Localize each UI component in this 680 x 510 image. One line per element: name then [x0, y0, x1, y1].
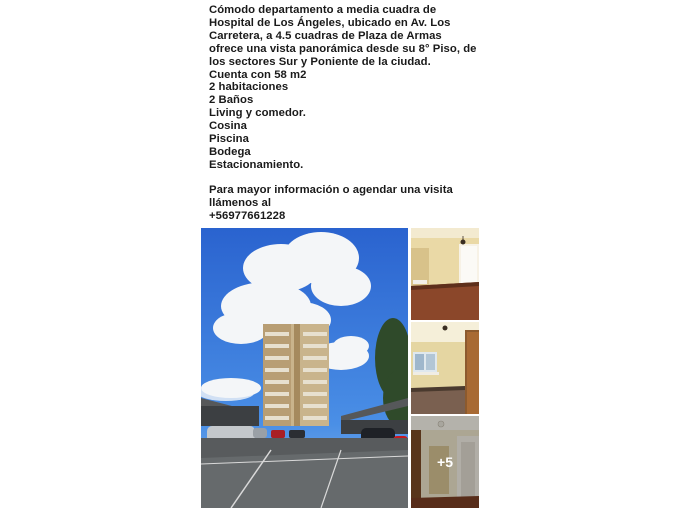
post-line: Cómodo departamento a media cuadra de: [209, 4, 437, 16]
room-window-photo[interactable]: [411, 322, 479, 414]
post-line: Cuenta con 58 m2: [209, 68, 307, 81]
post-line: Estacionamiento.: [209, 158, 304, 171]
post-line: Hospital de Los Ángeles, ubicado en Av. Los: [209, 16, 451, 29]
photo-gallery: [201, 228, 479, 508]
hallway-photo[interactable]: [411, 416, 479, 508]
contact-line: Para mayor información o agendar una visita: [209, 183, 453, 196]
post-text: [209, 4, 479, 223]
post-line: 2 Baños: [209, 94, 254, 107]
phone-number[interactable]: +56977661228: [209, 209, 286, 222]
post-line: Carretera, a 4.5 cuadras de Plaza de Armas: [209, 29, 442, 42]
more-photos-count[interactable]: +5: [411, 416, 479, 508]
post-line: los sectores Sur y Poniente de la ciudad.: [209, 55, 431, 68]
post-line: Piscina: [209, 133, 249, 146]
building-exterior-photo[interactable]: [201, 228, 408, 508]
paragraph-gap: [209, 172, 479, 184]
post-line: Living y comedor.: [209, 107, 306, 120]
post-line: Bodega: [209, 145, 251, 158]
post-line: 2 habitaciones: [209, 81, 289, 94]
post-line: Cosina: [209, 120, 247, 133]
empty-room-photo[interactable]: [411, 228, 479, 320]
contact-line: llámenos al: [209, 196, 272, 209]
post-line: ofrece una vista panorámica desde su 8° Piso, de: [209, 42, 477, 55]
